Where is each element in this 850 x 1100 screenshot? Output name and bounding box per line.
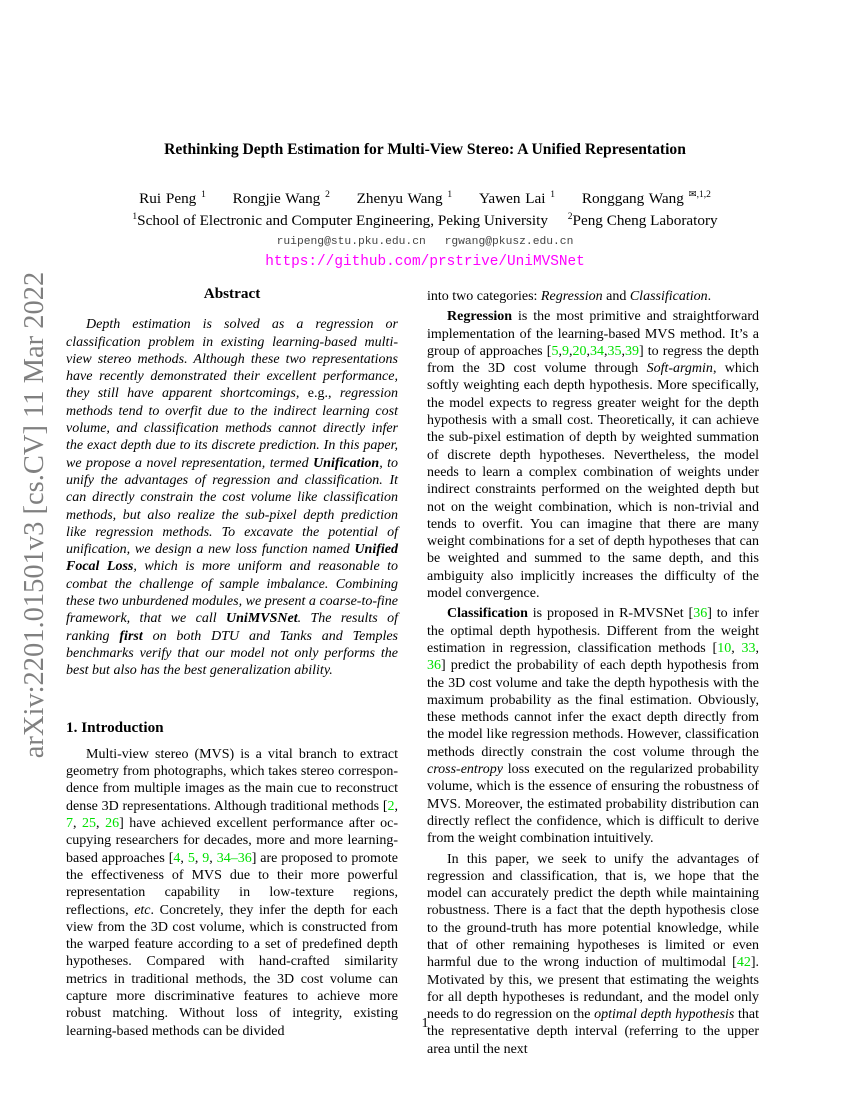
citation-link[interactable]: 36 [427, 658, 441, 674]
emphasis-term: first [119, 628, 143, 644]
emphasis-term: Regression [447, 309, 513, 325]
citation-link[interactable]: 9 [561, 343, 569, 359]
text-run: , [731, 640, 742, 656]
emphasis-term: UniMVSNet [226, 611, 298, 627]
text-run: Depth estimation is solved as a regression or classification problem in existing learning-based multi-view stereo methods. Although these two representations have recently demonstrated their excellent performance, they still have apparent shortcomings, [66, 317, 398, 402]
text-run: , [568, 343, 573, 359]
body-paragraph [427, 308, 759, 602]
body-paragraph [66, 746, 398, 1040]
citation-link[interactable]: 34 [589, 343, 604, 359]
affiliation [132, 212, 548, 229]
text-run: , [558, 343, 562, 359]
text-run: . The results of ranking [66, 611, 398, 644]
author-affiliation-mark: 1 [550, 190, 556, 200]
text-run: , [194, 850, 203, 866]
text-run: on both DTU and Tanks and Temples benchmarks verify that our model not only performs the best but also has the best generalization ability. [66, 628, 398, 679]
author-list [0, 190, 850, 208]
abstract-heading: Abstract [203, 285, 261, 302]
author-name: Yawen Lai [478, 190, 546, 207]
affiliation [568, 212, 718, 229]
text-run: , [621, 343, 625, 359]
text-run: is the most primitive and straightforward implementation of the learning-based MVS method. It’s a group of approaches [ [427, 309, 759, 359]
text-run: Classification [629, 289, 708, 304]
emphasis-term: Unification [313, 455, 380, 471]
section-heading-introduction: 1. Introduction [66, 718, 164, 736]
author [479, 190, 555, 207]
body-paragraph [427, 605, 759, 847]
author-name: Rongjie Wang [232, 190, 321, 207]
text-run: Soft-argmin [646, 361, 713, 377]
emails [0, 236, 850, 248]
emphasis-term: Unified Focal Loss [66, 542, 398, 575]
text-run: ] predict the probability of each depth hypothesis from the 3D cost volume and take the depth hypothesis with the maximum probability as the final estimation. Obviously, these methods cannot infer the exact depth directly from the model like regression methods. However, classification methods directly constrain the cost volume through the [427, 658, 759, 760]
author [357, 190, 453, 207]
affiliation-mark: 2 [567, 212, 573, 222]
author [139, 190, 206, 207]
citation-link[interactable]: 33 [741, 640, 756, 656]
author [582, 190, 711, 207]
text-run: , to unify the advantages of regression and classification. It can directly constrain the cost volume like classification methods, but also realize the sub-pixel depth prediction like regression methods. To excavate the potential of unification, we design a new loss function named [66, 455, 399, 558]
text-run: ] to regress the depth from the 3D cost volume through [427, 343, 759, 377]
text-run: , [394, 798, 398, 814]
text-run: cross-entropy [427, 762, 503, 778]
text-run: optimal depth hypothesis [594, 1007, 735, 1023]
citation-link[interactable]: 20 [572, 343, 587, 359]
text-run: . Concretely, they infer the depth for each view from the 3D cost volume, which is constructed from the warped feature according to a set of predefined depth hypotheses. Compared with hand-crafted similarity metrics in traditional methods, the 3D cost volume can capture more discriminative features to achieve more robust matching. Without loss of integrity, existing learning-based methods can be divided [66, 902, 398, 1039]
text-run: , which is more uniform and reasonable to combat the challenge of sample imbalance. Combining these two unburdened modules, we present a coarse-to-fine framework, that we call [66, 559, 398, 627]
text-run: , [73, 816, 83, 832]
text-run: ] are proposed to promote the effectiveness of MVS due to their more powerful representation capability in low-texture regions, reflections, [66, 850, 399, 918]
text-run: , [603, 343, 608, 359]
text-run: regression methods tend to overfit due to the indirect learning cost volume, and classification methods cannot directly infer the exact depth due to its discrete prediction. In this paper, we propose a novel representation, termed [66, 386, 398, 471]
citation-link[interactable]: 34–36 [216, 850, 252, 866]
citation-link[interactable]: 42 [736, 955, 751, 971]
text-run: . [707, 289, 712, 304]
author-name: Ronggang Wang [581, 190, 684, 207]
affiliation-name: Peng Cheng Laboratory [572, 212, 718, 229]
paper-title: Rethinking Depth Estimation for Multi-View Stereo: A Unified Representation [164, 141, 686, 158]
citation-link[interactable]: 10 [717, 640, 732, 656]
text-run: , [586, 343, 590, 359]
text-run: , which softly weighting each depth hypothesis. More specifically, the model expects to regress greater weight for the depth hypothesis with a small cost. Theoretically, it can achieve the sub-pixel estimation of depth by weighted summation of discrete depth hypotheses. Nevertheless, the model needs to learn a complex combination of weights under indirect constraints performed on the weighted depth but not on the weight combination, which is non-trivial and tends to overfit. You can imagine that there are many weight combinations for a set of depth hypotheses that can be weighted and summed to the same depth, and this ambiguity also implicitly increases the difficulty of the model convergence. [427, 361, 759, 602]
citation-link[interactable]: 35 [607, 343, 622, 359]
citation-link[interactable]: 5 [551, 343, 559, 359]
github-link[interactable]: https://github.com/prstrive/UniMVSNet [265, 254, 585, 270]
author-affiliation-mark: 1 [447, 190, 453, 200]
text-run: and [602, 289, 630, 304]
text-run: In this paper, we seek to unify the advantages of regression and classification, that is, we hope that the model can accurately predict the depth while maintaining robustness. There is a fact that the depth hypothesis close to the ground-truth has more potential knowledge, while that of other remaining hypotheses is limited or even harmful due to the wrong induction of multimodal [ [427, 851, 759, 971]
text-run: etc [134, 902, 151, 918]
citation-link[interactable]: 36 [693, 606, 708, 622]
email-link[interactable]: ruipeng@stu.pku.edu.cn [276, 236, 426, 248]
citation-link[interactable]: 2 [387, 798, 395, 814]
text-run: e.g., [307, 386, 332, 402]
citation-link[interactable]: 4 [173, 850, 181, 866]
affiliations [0, 212, 850, 230]
citation-link[interactable]: 25 [82, 816, 97, 832]
text-run: ] to infer the optimal depth hypothesis. Different from the weight estimation in regression, classification methods [ [427, 606, 759, 656]
arxiv-stamp: arXiv:2201.01501v3 [cs.CV] 11 Mar 2022 [19, 271, 50, 759]
abstract-text [66, 316, 398, 679]
text-run: , [180, 850, 188, 866]
text-run: ] have achieved excellent performance after occupying researchers for decades, more and more learning-based approaches [ [66, 816, 398, 866]
text-run: Regression [540, 289, 603, 304]
affiliation-name: School of Electronic and Computer Engineering, Peking University [137, 212, 548, 229]
author-name: Rui Peng [139, 190, 197, 207]
emphasis-term: Classification [447, 606, 528, 622]
author-name: Zhenyu Wang [356, 190, 443, 207]
text-run: Multi-view stereo (MVS) is a vital branch to extract geometry from photographs, which takes stereo correspondence from multiple images as the main cue to reconstruct dense 3D representations. Although traditional methods [ [66, 746, 398, 814]
text-run: that the representative depth interval (referring to the upper area until the next [427, 1007, 759, 1057]
email-link[interactable]: rgwang@pkusz.edu.cn [444, 236, 574, 248]
text-run: is proposed in R-MVSNet [ [527, 606, 694, 622]
text-run: , [755, 640, 759, 656]
text-run: ]. Motivated by this, we present that estimating the weights for all depth hypotheses is redundant, and the model only needs to do regression on the [427, 955, 759, 1023]
citation-link[interactable]: 26 [105, 816, 120, 832]
text-run: , [96, 816, 106, 832]
text-run: into two categories: [427, 289, 541, 304]
author-affiliation-mark: ✉,1,2 [688, 190, 711, 200]
citation-link[interactable]: 39 [624, 343, 639, 359]
page-number: 1 [421, 1016, 429, 1031]
body-paragraph [427, 288, 759, 305]
citation-link[interactable]: 9 [202, 850, 210, 866]
affiliation-mark: 1 [132, 212, 138, 222]
author-affiliation-mark: 1 [201, 190, 206, 200]
citation-link[interactable]: 7 [66, 816, 73, 832]
author-affiliation-mark: 2 [325, 190, 330, 200]
right-column [427, 288, 759, 1061]
citation-link[interactable]: 5 [187, 850, 195, 866]
text-run: loss executed on the regularized probability volume, which is the essence of ensuring the robustness of MVS. Moreover, the estimated probability distribution can directly reflect the confidence, which is difficult to derive from the weight combination intuitively. [427, 762, 759, 847]
author [233, 190, 330, 207]
text-run: , [209, 850, 217, 866]
left-column [66, 285, 398, 1043]
